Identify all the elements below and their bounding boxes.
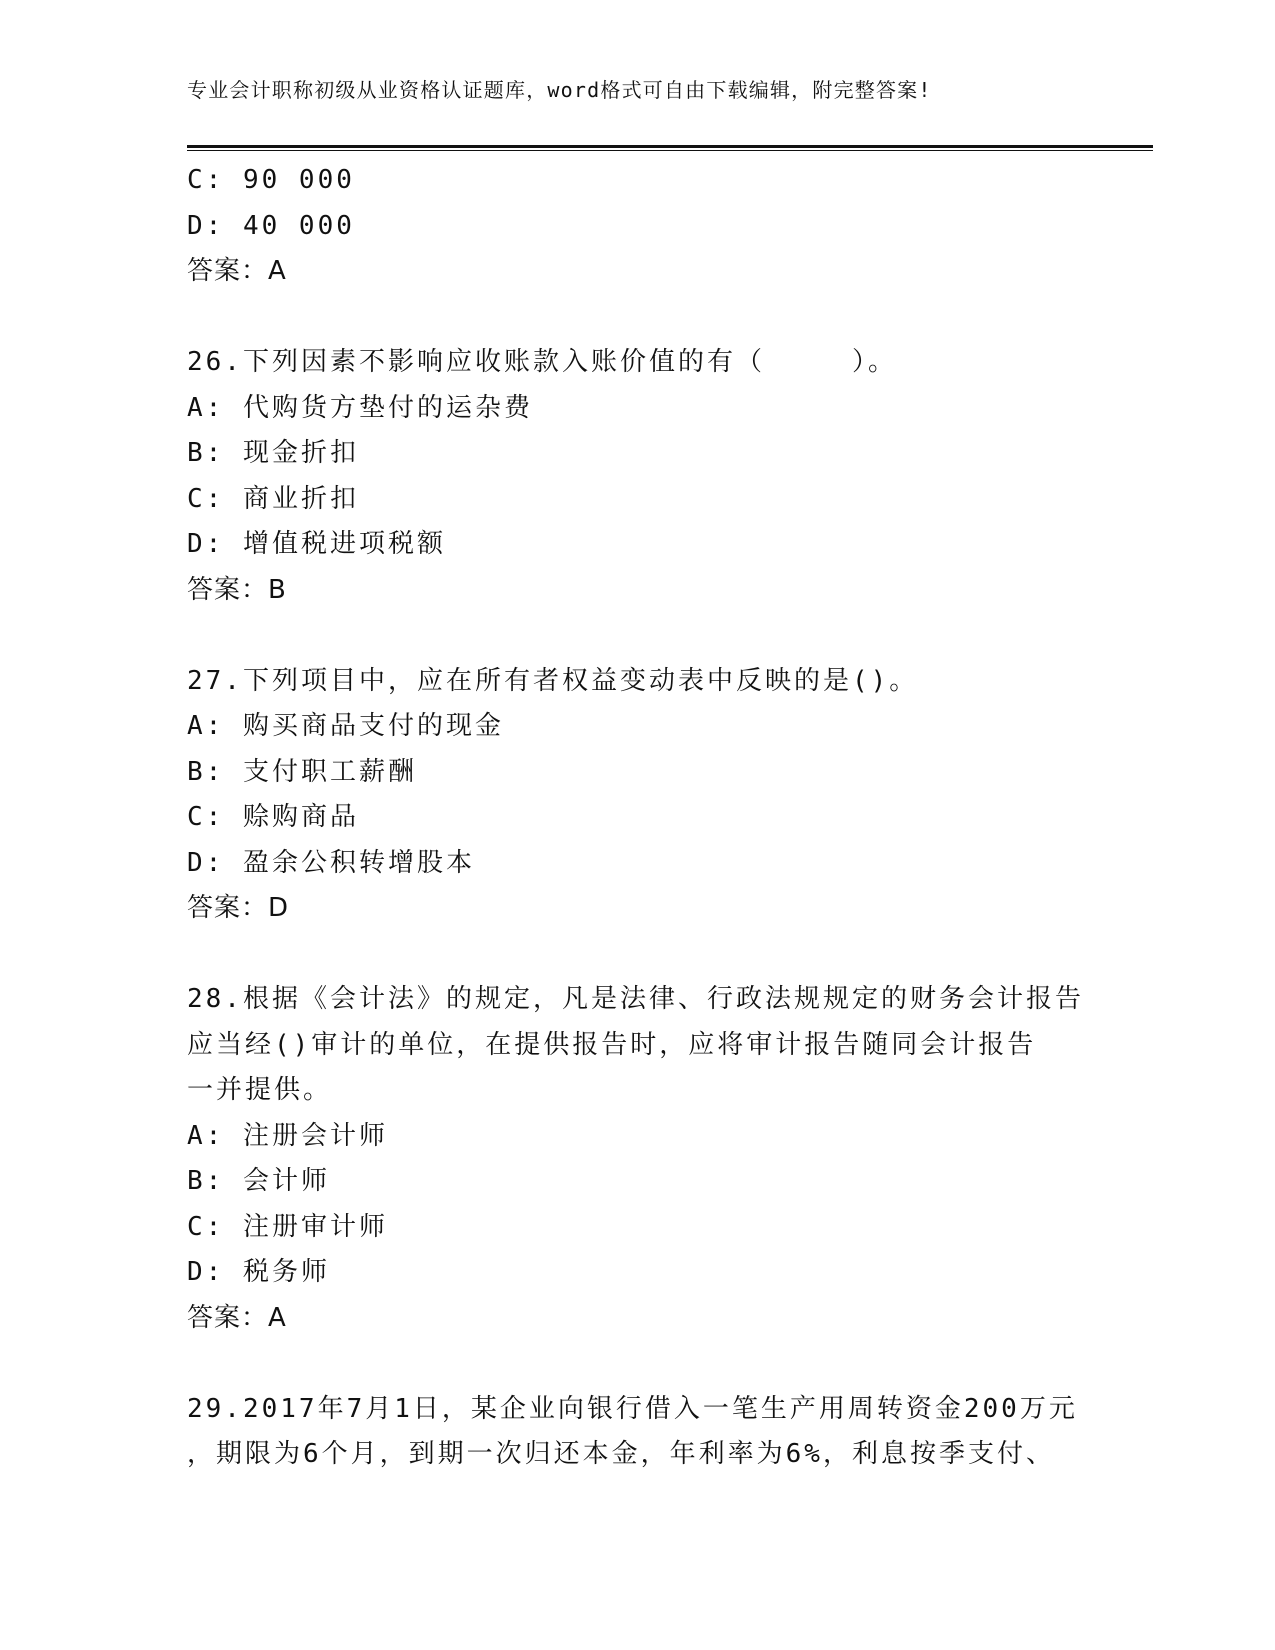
option-d: D: 盈余公积转增股本: [187, 847, 475, 878]
option-b: B: 会计师: [187, 1166, 330, 1196]
option-d: D: 40 000: [187, 210, 355, 241]
answer-line: 答案：A: [187, 1302, 287, 1333]
question-text-line-3: 一并提供。: [187, 1075, 333, 1105]
option-b: B: 现金折扣: [187, 438, 359, 468]
question-text: 26.下列因素不影响应收账款入账价值的有（ ）。: [187, 347, 897, 377]
question-text: 27.下列项目中，应在所有者权益变动表中反映的是()。: [187, 665, 919, 696]
answer-line: 答案：D: [187, 893, 290, 923]
document-header: 专业会计职称初级从业资格认证题库，word格式可自由下载编辑，附完整答案!: [187, 78, 932, 102]
question-29: [187, 1387, 1087, 1478]
option-c: C: 注册审计师: [187, 1211, 388, 1242]
spacer: [187, 295, 1087, 341]
option-b: B: 支付职工薪酬: [187, 756, 417, 787]
header-rule-thick: [187, 145, 1153, 148]
option-c: C: 商业折扣: [187, 483, 359, 514]
spacer: [187, 1341, 1087, 1387]
question-text-line-2: 应当经()审计的单位，在提供报告时，应将审计报告随同会计报告: [187, 1029, 1037, 1060]
question-28: [187, 977, 1087, 1341]
header-rule-thin: [187, 150, 1153, 151]
continued-question: [187, 158, 1087, 295]
option-d: D: 增值税进项税额: [187, 529, 446, 559]
question-26: [187, 340, 1087, 613]
answer-line: 答案：A: [187, 256, 287, 286]
option-a: A: 注册会计师: [187, 1120, 388, 1151]
question-27: [187, 659, 1087, 932]
question-list: [187, 158, 1087, 1478]
option-a: A: 购买商品支付的现金: [187, 711, 504, 741]
option-d: D: 税务师: [187, 1257, 330, 1287]
question-text-line-2: ，期限为6个月，到期一次归还本金，年利率为6%，利息按季支付、: [187, 1439, 1055, 1469]
option-c: C: 赊购商品: [187, 802, 359, 832]
spacer: [187, 932, 1087, 978]
question-text-line-1: 28.根据《会计法》的规定，凡是法律、行政法规规定的财务会计报告: [187, 984, 1084, 1014]
spacer: [187, 613, 1087, 659]
option-c: C: 90 000: [187, 165, 355, 195]
question-text-line-1: 29.2017年7月1日，某企业向银行借入一笔生产用周转资金200万元: [187, 1393, 1078, 1424]
option-a: A: 代购货方垫付的运杂费: [187, 392, 533, 423]
answer-line: 答案：B: [187, 574, 287, 605]
